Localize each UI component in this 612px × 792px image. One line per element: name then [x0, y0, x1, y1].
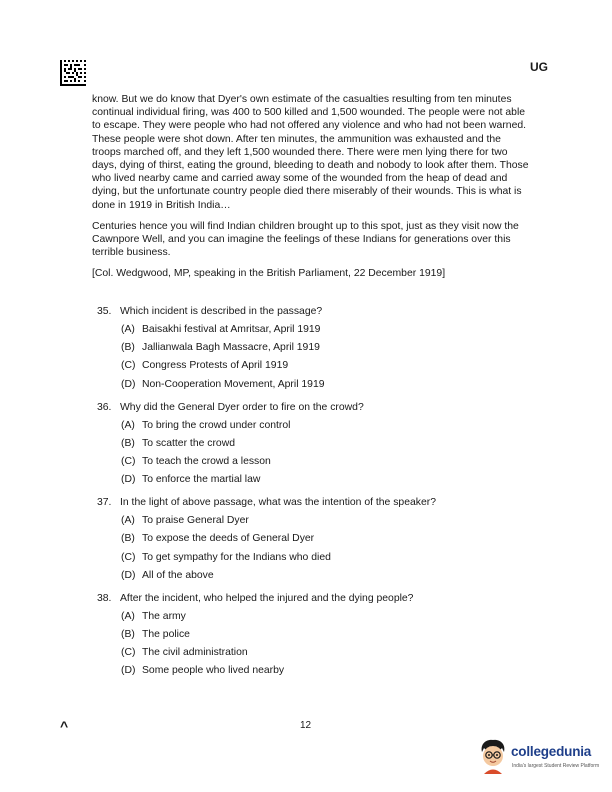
option-letter: (A)	[121, 419, 135, 431]
passage-paragraph: Centuries hence you will find Indian children brought up to this spot, just as they visit now the Cawnpore Well, and you can imagine the feelings of these Indians for generations over this terrible business.	[92, 220, 519, 259]
question-38	[97, 592, 537, 678]
option-text: Baisakhi festival at Amritsar, April 1919	[142, 324, 321, 335]
option	[121, 569, 537, 582]
option-letter: (D)	[121, 665, 136, 677]
question-37	[97, 496, 537, 582]
question-number: 38.	[97, 592, 112, 604]
exam-code: UG	[530, 60, 548, 74]
option-text: All of the above	[142, 569, 214, 581]
option-letter: (B)	[121, 628, 135, 640]
question-text: In the light of above passage, what was the intention of the speaker?	[120, 497, 436, 509]
passage-paragraph: know. But we do know that Dyer's own estimate of the casualties resulting from ten minutes continual individual firing, was 400 to 500 killed and 1,500 wounded. The people were not able to escape. They were people who had not offered any violence and who had not been warned. These people were shot down. After ten minutes, the ammunition was exhausted and the troops marched off, and they left 1,500 wounded there. There were men lying there for two days, dying of thirst, eating the ground, bleeding to death and nobody to look after them. Those who lived nearby came and carried away some of the wounded from the heap of dead and dying, but the unfortunate country people died there miserably of their wounds. This is what is done in 1919 in British India…	[92, 94, 529, 211]
option-text: To enforce the martial law	[142, 474, 261, 486]
option-text: To praise General Dyer	[142, 515, 249, 527]
option-letter: (D)	[121, 474, 136, 486]
student-mascot-icon	[478, 738, 508, 774]
option	[121, 323, 537, 336]
option	[121, 610, 537, 623]
option	[121, 628, 537, 641]
option-letter: (C)	[121, 360, 136, 372]
passage	[92, 93, 532, 289]
option	[121, 341, 537, 354]
option	[121, 646, 537, 659]
option-text: Some people who lived nearby	[142, 665, 285, 677]
option-text: To scatter the crowd	[142, 437, 235, 449]
option-letter: (B)	[121, 533, 135, 545]
question-number: 37.	[97, 497, 112, 509]
option-text: Non-Cooperation Movement, April 1919	[142, 378, 325, 390]
option-text: The civil administration	[142, 647, 248, 659]
caret-up-icon: ^	[60, 718, 69, 734]
question-number: 35.	[97, 306, 112, 317]
passage-citation: [Col. Wedgwood, MP, speaking in the British Parliament, 22 December 1919]	[92, 268, 446, 280]
qr-code-icon	[60, 60, 86, 86]
option	[121, 551, 537, 564]
option-text: To get sympathy for the Indians who died	[142, 551, 331, 563]
option-letter: (A)	[121, 324, 135, 335]
option-text: The police	[142, 628, 190, 640]
option-text: The army	[142, 610, 186, 622]
option	[121, 664, 537, 677]
option-letter: (B)	[121, 342, 135, 354]
option	[121, 455, 537, 468]
option-text: Congress Protests of April 1919	[142, 360, 289, 372]
option	[121, 359, 537, 372]
option-letter: (C)	[121, 455, 136, 467]
question-36	[97, 401, 537, 487]
option	[121, 532, 537, 545]
page-number: 12	[300, 720, 312, 731]
option	[121, 378, 537, 391]
option-text: Jallianwala Bagh Massacre, April 1919	[142, 342, 320, 354]
question-number: 36.	[97, 401, 112, 413]
question-35	[97, 305, 537, 391]
question-text: After the incident, who helped the injured and the dying people?	[120, 592, 414, 604]
option-letter: (C)	[121, 551, 136, 563]
option	[121, 437, 537, 450]
option-letter: (B)	[121, 437, 135, 449]
question-text: Which incident is described in the passage?	[120, 306, 323, 317]
option-text: To bring the crowd under control	[142, 419, 291, 431]
question-list	[97, 305, 537, 687]
option-letter: (D)	[121, 378, 136, 390]
option-text: To teach the crowd a lesson	[142, 455, 271, 467]
logo-tagline: India's largest Student Review Platform	[512, 763, 600, 769]
option-letter: (D)	[121, 569, 136, 581]
question-text: Why did the General Dyer order to fire on the crowd?	[120, 401, 364, 413]
option-letter: (C)	[121, 647, 136, 659]
option-letter: (A)	[121, 515, 135, 527]
option	[121, 419, 537, 432]
option-text: To expose the deeds of General Dyer	[142, 533, 315, 545]
collegedunia-logo[interactable]	[478, 738, 608, 780]
option	[121, 473, 537, 486]
option-letter: (A)	[121, 610, 135, 622]
option	[121, 514, 537, 527]
logo-name: collegedunia	[511, 744, 592, 759]
